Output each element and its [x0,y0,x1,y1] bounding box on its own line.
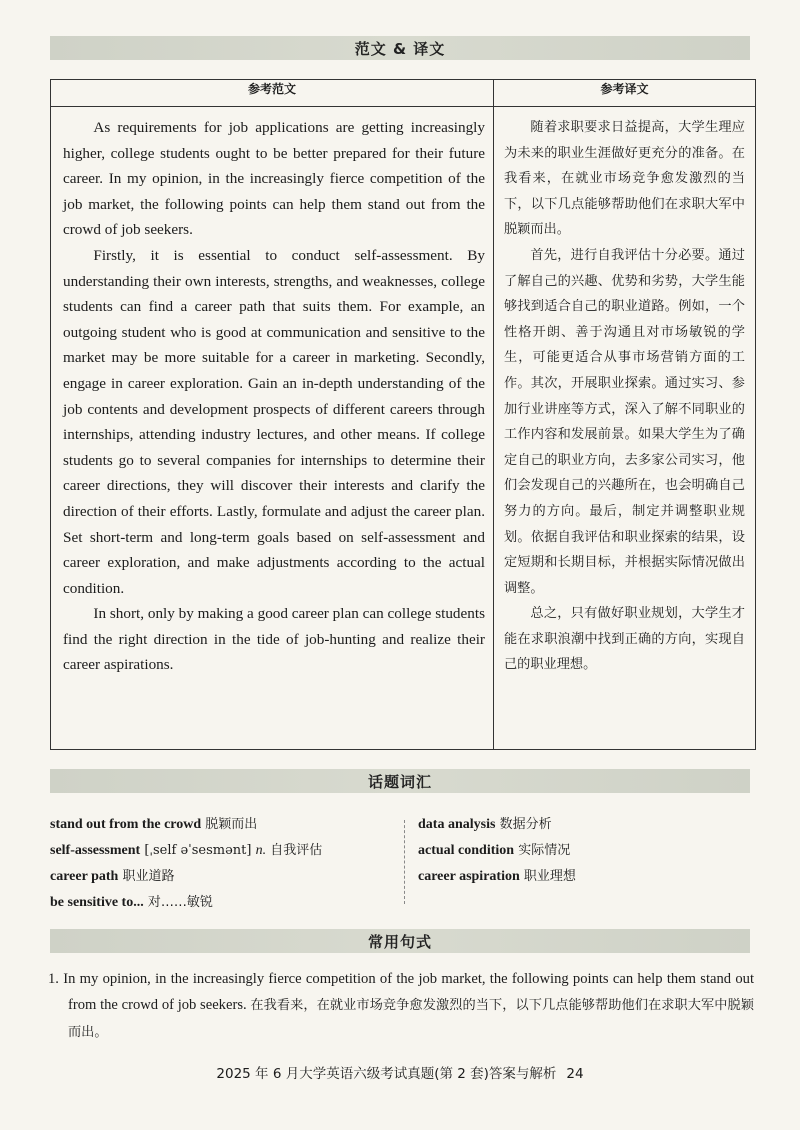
vocab-meaning: 数据分析 [499,817,552,832]
vocab-list-left [50,812,410,916]
english-paragraph: In short, only by making a good career plan can college students find the right direction in the tide of job-hunting and realize their career aspirations. [63,605,485,674]
vocab-item [50,812,410,838]
sentence-number: 1. [48,971,59,987]
essay-table [50,79,756,750]
chinese-translation-cell [494,107,756,750]
vocab-divider [404,820,405,904]
vocab-term: career path [50,869,119,884]
vocab-item [50,864,410,890]
section-title-text: 常用句式 [367,932,432,951]
vocab-term: career aspiration [418,869,520,884]
vocab-meaning: 脱颖而出 [205,817,258,832]
page-footer [0,1062,800,1082]
sentence-item [48,966,754,1046]
vocab-term: stand out from the crowd [50,817,202,832]
vocab-item [418,838,748,864]
vocab-term: actual condition [418,843,515,858]
chinese-paragraph: 总之，只有做好职业规划，大学生才能在求职浪潮中找到正确的方向，实现自己的职业理想。 [504,606,745,673]
vocab-term: data analysis [418,817,496,832]
english-essay-cell [51,107,494,750]
vocab-item [418,864,748,890]
essay-table-body-row [51,107,756,750]
vocab-item [50,890,410,916]
chinese-paragraph: 随着求职要求日益提高，大学生理应为未来的职业生涯做好更充分的准备。在我看来，在就业市场竞争愈发激烈的当下，以下几点能够帮助他们在求职大军中脱颖而出。 [504,120,745,238]
section-title-topic-vocabulary [50,769,750,793]
english-paragraph: As requirements for job applications are getting increasingly higher, college students ought to be better prepared for their future career. In my opinion, in the increasingly fierce competition of the job market, the following points can help them stand out from the crowd of job seekers. [63,119,485,239]
vocab-meaning: 对……敏锐 [147,895,213,910]
vocab-meaning: 职业道路 [122,869,175,884]
vocab-list-right [418,812,748,890]
sentence-english: In my opinion, in the increasingly fierce competition of the job market, the following points can help them stand out from the crowd of job seekers. [63,971,754,1013]
vocab-item [50,838,410,864]
section-title-common-sentences [50,929,750,953]
essay-table-header-row [51,80,756,107]
vocab-part-of-speech: n. [255,843,267,858]
section-title-text: 范文 & 译文 [354,39,446,58]
header-reference-essay: 参考范文 [51,80,494,107]
vocab-term: be sensitive to... [50,895,144,910]
section-title-model-essay [50,36,750,60]
page-number: 24 [566,1066,584,1082]
english-paragraph: Firstly, it is essential to conduct self-assessment. By understanding their own interests, strengths, and weaknesses, college students can find a career path that suits them. For example, an outgoing student who is good at communication and sensitive to the market may be more suitable for a career in marketing. Secondly, engage in career exploration. Gain an in-depth understanding of the job contents and development prospects of different careers through internships, attending industry lectures, and other means. If college students go to several companies for internships to determine their career directions, they will discover their interests and clarify the direction of their efforts. Lastly, formulate and adjust the career plan. Set short-term and long-term goals based on self-assessment and career exploration, and make adjustments according to the actual condition. [63,246,485,597]
chinese-paragraph: 首先，进行自我评估十分必要。通过了解自己的兴趣、优势和劣势，大学生能够找到适合自己的职业道路。例如，一个性格开朗、善于沟通且对市场敏锐的学生，可能更适合从事市场营销方面的工作。其次，开展职业探索。通过实习、参加行业讲座等方式，深入了解不同职业的工作内容和发展前景。如果大学生为了确定自己的职业方向，去多家公司实习，他们会发现自己的兴趣所在，也会明确自己努力的方向。最后，制定并调整职业规划。依据自我评估和职业探索的结果，设定短期和长期目标，并根据实际情况做出调整。 [504,247,745,596]
vocab-item [418,812,748,838]
vocab-phonetic: [ˌself əˈsesmənt] [144,843,252,858]
vocab-meaning: 自我评估 [270,843,323,858]
sentence-chinese: 在我看来，在就业市场竞争愈发激烈的当下，以下几点能够帮助他们在求职大军中脱颖而出。 [68,998,754,1040]
footer-title: 2025 年 6 月大学英语六级考试真题(第 2 套)答案与解析 [216,1066,557,1082]
sentence-body [48,966,754,1046]
vocab-meaning: 实际情况 [518,843,571,858]
vocab-term: self-assessment [50,843,141,858]
header-reference-translation: 参考译文 [494,80,756,107]
section-title-text: 话题词汇 [367,772,432,791]
vocab-meaning: 职业理想 [523,869,576,884]
